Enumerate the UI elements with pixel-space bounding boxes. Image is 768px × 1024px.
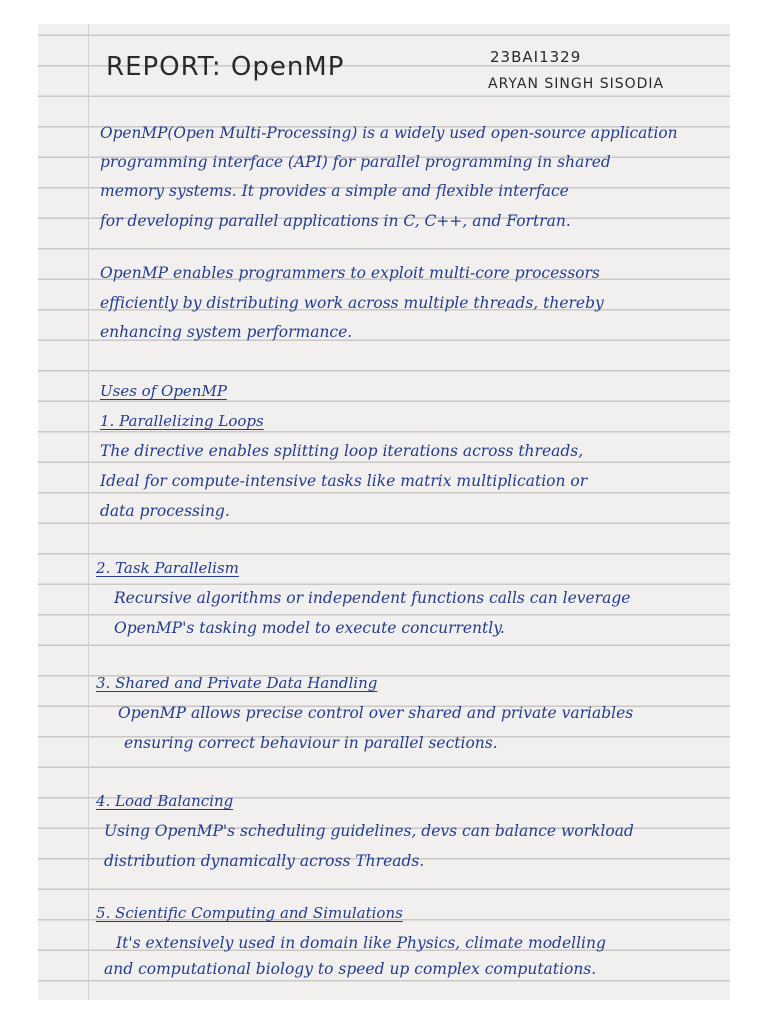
notebook-page	[38, 24, 730, 1000]
use-item-line: OpenMP's tasking model to execute concurrently.	[114, 619, 505, 637]
use-item-title: 4. Load Balancing	[96, 792, 234, 810]
use-item-title: 2. Task Parallelism	[96, 559, 239, 577]
use-item-line: It's extensively used in domain like Physics, climate modelling	[116, 934, 606, 952]
use-item-title: 3. Shared and Private Data Handling	[96, 674, 378, 692]
use-item-title: 1. Parallelizing Loops	[100, 412, 264, 430]
intro-line: efficiently by distributing work across multiple threads, thereby	[100, 294, 604, 312]
use-item-line: The directive enables splitting loop iterations across threads,	[100, 442, 584, 460]
use-item-line: and computational biology to speed up complex computations.	[104, 960, 597, 978]
use-item-line: OpenMP allows precise control over shared and private variables	[118, 704, 634, 722]
page-title: REPORT: OpenMP	[106, 52, 345, 82]
intro-line: OpenMP(Open Multi-Processing) is a widely used open-source application	[100, 124, 678, 142]
use-item-line: ensuring correct behaviour in parallel sections.	[124, 734, 498, 752]
roll-number: 23BAI1329	[490, 48, 582, 66]
use-item-title: 5. Scientific Computing and Simulations	[96, 904, 403, 922]
use-item-line: Using OpenMP's scheduling guidelines, devs can balance workload	[104, 822, 634, 840]
intro-line: for developing parallel applications in C, C++, and Fortran.	[100, 212, 571, 230]
section-heading: Uses of OpenMP	[100, 382, 227, 400]
use-item-line: distribution dynamically across Threads.	[104, 852, 425, 870]
use-item-line: Ideal for compute-intensive tasks like matrix multiplication or	[100, 472, 588, 490]
intro-line: memory systems. It provides a simple and flexible interface	[100, 182, 569, 200]
margin-line	[88, 24, 89, 1000]
intro-line: enhancing system performance.	[100, 323, 353, 341]
use-item-line: Recursive algorithms or independent functions calls can leverage	[114, 589, 631, 607]
intro-line: programming interface (API) for parallel programming in shared	[100, 153, 611, 171]
use-item-line: data processing.	[100, 502, 230, 520]
intro-line: OpenMP enables programmers to exploit multi-core processors	[100, 264, 600, 282]
author-name: ARYAN SINGH SISODIA	[488, 76, 665, 92]
